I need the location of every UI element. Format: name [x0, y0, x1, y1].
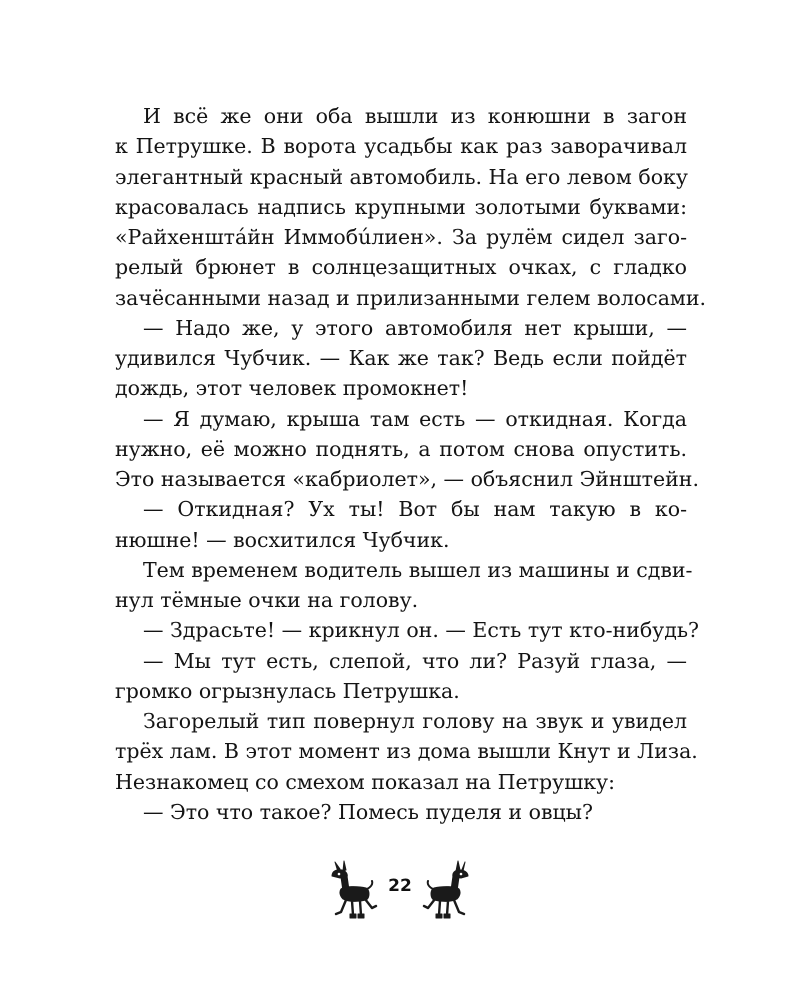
text-line: — Я думаю, крыша там есть — откидная. Когда: [143, 406, 687, 431]
text-line: Это называется «кабриолет», — объяснил Эйнштейн.: [115, 467, 699, 491]
text-line: к Петрушке. В ворота усадьбы как раз заворачивал: [115, 134, 687, 159]
text-line: — Здрасьте! — крикнул он. — Есть тут кто-нибудь?: [143, 618, 700, 643]
text-line: громко огрызнулась Петрушка.: [115, 678, 460, 703]
text-line: нужно, её можно поднять, а потом снова опустить.: [115, 436, 687, 461]
text-line: И всё же они оба вышли из конюшни в загон: [143, 104, 687, 128]
text-line: релый брюнет в солнцезащитных очках, с гладко: [115, 255, 687, 280]
text-line: «Райхенштáйн Иммобúлиен». За рулём сидел заго-: [115, 225, 687, 249]
text-line: Незнакомец со смехом показал на Петрушку:: [115, 769, 616, 794]
text-line: нул тёмные очки на голову.: [115, 588, 419, 612]
text-line: удивился Чубчик. — Как же так? Ведь если пойдёт: [115, 346, 687, 370]
body-text: [115, 101, 707, 827]
text-line: нюшне! — восхитился Чубчик.: [115, 527, 450, 552]
text-line: зачёсанными назад и прилизанными гелем волосами.: [115, 285, 707, 310]
page-number: 22: [388, 876, 412, 896]
text-line: — Надо же, у этого автомобиля нет крыши, —: [143, 315, 687, 340]
text-line: трёх лам. В этот момент из дома вышли Кнут и Лиза.: [115, 739, 698, 764]
llama-icon: [324, 860, 380, 920]
text-line: — Откидная? Ух ты! Вот бы нам такую в ко-: [143, 497, 687, 522]
text-line: Тем временем водитель вышел из машины и сдви-: [143, 557, 693, 582]
text-line: красовалась надпись крупными золотыми буквами:: [115, 194, 687, 219]
text-line: — Это что такое? Помесь пуделя и овцы?: [143, 799, 593, 824]
text-line: элегантный красный автомобиль. На его левом боку: [115, 164, 688, 189]
page-footer: [0, 860, 800, 920]
llama-icon: [420, 860, 476, 920]
text-line: дождь, этот человек промокнет!: [115, 376, 469, 401]
text-line: Загорелый тип повернул голову на звук и увидел: [143, 709, 687, 733]
text-line: — Мы тут есть, слепой, что ли? Разуй глаза, —: [143, 648, 687, 673]
